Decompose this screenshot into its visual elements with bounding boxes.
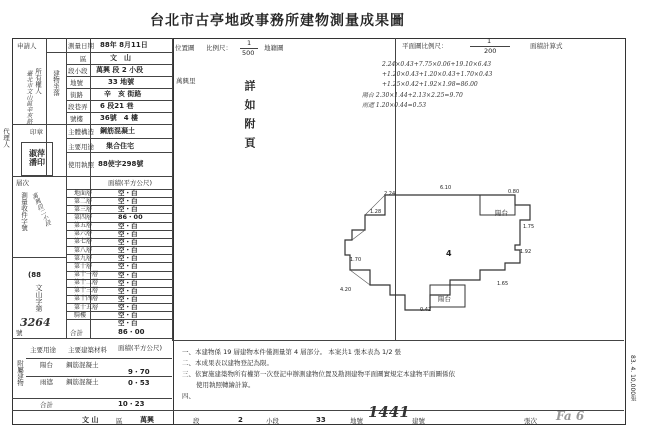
floor-row-value: 86・00 — [118, 213, 143, 222]
dim-label: 1.70 — [350, 257, 362, 263]
footer-subsection: 2 — [238, 416, 243, 424]
floor-row-label: 第三層 — [74, 205, 93, 213]
floor-row-label: 第十二層 — [74, 279, 99, 287]
row-rule — [12, 124, 172, 125]
floor-row-label: 第十層 — [74, 262, 93, 270]
notes-divider — [172, 340, 624, 341]
floor-row-label: 地面層 — [74, 189, 93, 197]
district-label: 區 — [80, 55, 87, 63]
calc-line: +1.25×0.42+1.92×1.98=86.00 — [382, 81, 478, 88]
survey-no-hand-note: 萬興段二小段 — [29, 192, 52, 228]
page-title: 台北市古亭地政事務所建物測量成果圖 — [150, 13, 405, 29]
annex-total-label: 合計 — [40, 401, 53, 409]
main-unit-label: 4 — [446, 249, 452, 258]
survey-no-number: 3264 — [20, 316, 51, 329]
scale-num: 1 — [247, 39, 252, 47]
calc-line: 陽台 2.30×1.44+2.13×2.25=9.70 — [362, 92, 463, 99]
note-2: 二、本成果表以建物登記為限。 — [182, 359, 273, 367]
location-area-hand: 萬興里 — [176, 77, 196, 85]
floor-header-area: 面積(平方公尺) — [108, 179, 153, 187]
floor-row-label: 騎樓 — [74, 311, 87, 319]
dim-label: 2.24 — [384, 191, 396, 197]
section-value: 萬興 段 2 小段 — [96, 66, 144, 74]
footer-district-suffix: 區 — [116, 417, 123, 425]
lot-value: 33 地號 — [108, 78, 135, 86]
annex-header-use: 主要用途 — [30, 346, 56, 354]
number-label: 號樓 — [70, 115, 83, 123]
dim-label: 6.10 — [440, 185, 452, 191]
plan-scale-label: 平面圖比例尺： — [402, 42, 448, 50]
annex-row-use: 陽台 — [40, 361, 53, 369]
row-rule — [12, 176, 172, 177]
floor-row-value: 空・白 — [118, 237, 138, 246]
calc-line: 雨遮 1.20×0.44=0.53 — [362, 102, 427, 109]
permit-value: 88使字298號 — [98, 160, 144, 168]
survey-date-label: 測量日期 — [68, 42, 94, 50]
row-rule — [26, 376, 172, 377]
floor-row-value: 空・白 — [118, 286, 138, 295]
floor-row-label: 第四層 — [74, 213, 93, 221]
floor-row-value: 空・白 — [118, 311, 138, 320]
floor-row-value: 空・白 — [118, 262, 138, 271]
annex-row-use: 雨遮 — [40, 378, 53, 386]
dim-label: 1.65 — [497, 281, 509, 287]
use-value: 集合住宅 — [106, 142, 134, 150]
floor-row-label: 第六層 — [74, 230, 93, 238]
row-rule — [46, 52, 172, 53]
plan-scale-num: 1 — [487, 37, 492, 45]
footer-subsection-suffix: 小段 — [266, 417, 279, 425]
surveyor-label: 號 — [16, 329, 23, 337]
applicant-label: 申請人 — [17, 42, 37, 50]
balcony2-label: 陽台 — [438, 295, 451, 303]
row-rule — [12, 398, 172, 399]
footer-lot-suffix: 地號 — [350, 417, 363, 425]
floor-row-value: 空・白 — [118, 303, 138, 312]
calc-line: +1.20×0.43+1.20×0.43+1.70×0.43 — [382, 71, 493, 78]
dim-label: 1.28 — [370, 209, 382, 215]
balcony-label: 陽台 — [495, 209, 508, 217]
floor-row-value: 空・白 — [118, 246, 138, 255]
row-rule — [66, 76, 172, 77]
floor-row-value: 空・白 — [118, 229, 138, 238]
road-value: 辛 亥 街路 — [104, 90, 142, 98]
footer-bldg-no: 1441 — [368, 403, 410, 421]
row-rule — [66, 138, 172, 139]
lot-label: 地號 — [70, 79, 83, 87]
dim-label: 4.20 — [340, 287, 352, 293]
floor-total-value: 86・00 — [118, 328, 145, 336]
footer-district: 文 山 — [82, 416, 99, 424]
col-rule-2 — [66, 38, 67, 338]
footer-sheet-label: 張次 — [524, 417, 537, 425]
floor-row-label: 第十四層 — [74, 295, 99, 303]
floor-row-value: 空・白 — [118, 197, 138, 206]
annex-header-material: 主要建築材料 — [68, 346, 107, 354]
survey-no-district: 文山字第 — [35, 284, 43, 312]
dim-label: 1.75 — [523, 224, 535, 230]
calc-line: 2.24×0.43+7.75×0.06+19.10×6.43 — [382, 61, 492, 68]
floor-row-label: 第九層 — [74, 254, 93, 262]
floor-header-floor: 層次 — [16, 179, 29, 187]
note-3: 三、依實施建築物所有權第一次登記申辦測建物位置及勘測建物平面圖實規定本建物平面圖係依 — [182, 370, 455, 378]
dim-label: 1.92 — [520, 249, 532, 255]
location-label: 位置圖 — [175, 44, 195, 52]
row-rule — [66, 88, 172, 89]
floor-row-value: 空・白 — [118, 205, 138, 214]
note-1: 一、本建物係 19 層建物本件僅測量第 4 層部分。 本案共1 張本表為 1/2 張 — [182, 348, 402, 356]
footer-section-suffix: 段 — [193, 417, 200, 425]
floor-row-label: 第二層 — [74, 197, 93, 205]
scale-label: 比例尺： — [206, 44, 232, 52]
seal-label: 印章 — [30, 128, 43, 136]
row-rule — [12, 338, 172, 339]
annex-row-area: 9・70 — [128, 368, 150, 376]
footer-divider — [12, 410, 624, 411]
floor-row-label: 第八層 — [74, 246, 93, 254]
annex-side-label: 附屬建物 — [16, 360, 24, 386]
plan-scale-den: 200 — [484, 47, 497, 55]
structure-value: 鋼筋混凝土 — [100, 127, 135, 135]
row-rule — [66, 112, 172, 113]
floor-row-value: 空・白 — [118, 221, 138, 230]
lane-value: 6 段21 巷 — [100, 102, 134, 110]
use-label: 主要用途 — [68, 143, 94, 151]
floor-row-label: 第十一層 — [74, 271, 99, 278]
floor-row-label: 第五層 — [74, 222, 93, 230]
floor-row-label: 第十三層 — [74, 287, 99, 295]
area-calc-label: 面積計算式 — [530, 42, 563, 50]
floor-row-value: 空・白 — [118, 278, 138, 287]
permit-label: 使用執照 — [68, 161, 94, 169]
floor-row-value: 空・白 — [118, 254, 138, 263]
lane-label: 段巷弄 — [68, 103, 88, 111]
row-rule — [26, 358, 172, 359]
dim-label: 0.80 — [508, 189, 520, 195]
number-value: 36號 4 樓 — [100, 114, 139, 122]
detail-text: 詳如附頁 — [243, 80, 256, 156]
building-location-label: 建物坐落 — [52, 70, 60, 96]
dim-label: 0.42 — [420, 307, 432, 313]
note-4: 四、 — [182, 392, 195, 400]
row-rule — [66, 64, 172, 65]
district-value: 文 山 — [110, 54, 131, 62]
annex-total-value: 10・23 — [118, 400, 145, 408]
footer-lot: 33 — [316, 416, 326, 424]
floor-total-label: 合計 — [70, 329, 83, 337]
owner-hand: 臺北市文山區辛亥路 — [25, 70, 32, 124]
row-rule — [12, 257, 66, 258]
footer-section: 萬興 — [140, 416, 154, 424]
floor-row-value: 空・白 — [118, 294, 138, 303]
survey-no-prefix: (88 — [28, 271, 41, 279]
structure-label: 主體構造 — [68, 128, 94, 136]
annex-header-area: 面積(平方公尺) — [118, 344, 163, 352]
floor-row-value: 空・白 — [118, 270, 138, 279]
annex-row-material: 鋼筋混凝土 — [66, 378, 99, 386]
agent-seal-stamp: 淑萍潘印 — [21, 142, 53, 176]
footer-sheet-hand: Fa 6 — [556, 409, 585, 423]
row-rule — [66, 152, 172, 153]
survey-no-label: 測量收件字號 — [20, 192, 28, 231]
floor-row-label: 第十五層 — [74, 303, 99, 311]
floor-row-value: 空・白 — [118, 319, 138, 328]
agent-label: 代理人 — [2, 128, 10, 148]
floor-row-label: 第七層 — [74, 238, 93, 246]
side-code: 83. 4. 10,000張 — [629, 355, 636, 402]
hatch-line — [350, 270, 370, 285]
owner-note: 所有權人 — [34, 68, 42, 94]
plan-left-divider — [172, 38, 173, 340]
road-label: 街路 — [70, 91, 83, 99]
survey-date: 88年 8月11日 — [100, 41, 148, 49]
section-label: 段小段 — [68, 67, 88, 75]
hatch-line — [352, 230, 365, 240]
scale-den: 500 — [242, 49, 255, 57]
row-rule — [66, 100, 172, 101]
annex-row-area: 0・53 — [128, 379, 150, 387]
note-3b: 使用執照轉繪計算。 — [196, 381, 255, 389]
annex-row-material: 鋼筋混凝土 — [66, 361, 99, 369]
floor-row-value: 空・白 — [118, 189, 138, 197]
footer-bldg-suffix: 建號 — [412, 417, 425, 425]
scale-suffix: 地籍圖 — [264, 44, 284, 52]
